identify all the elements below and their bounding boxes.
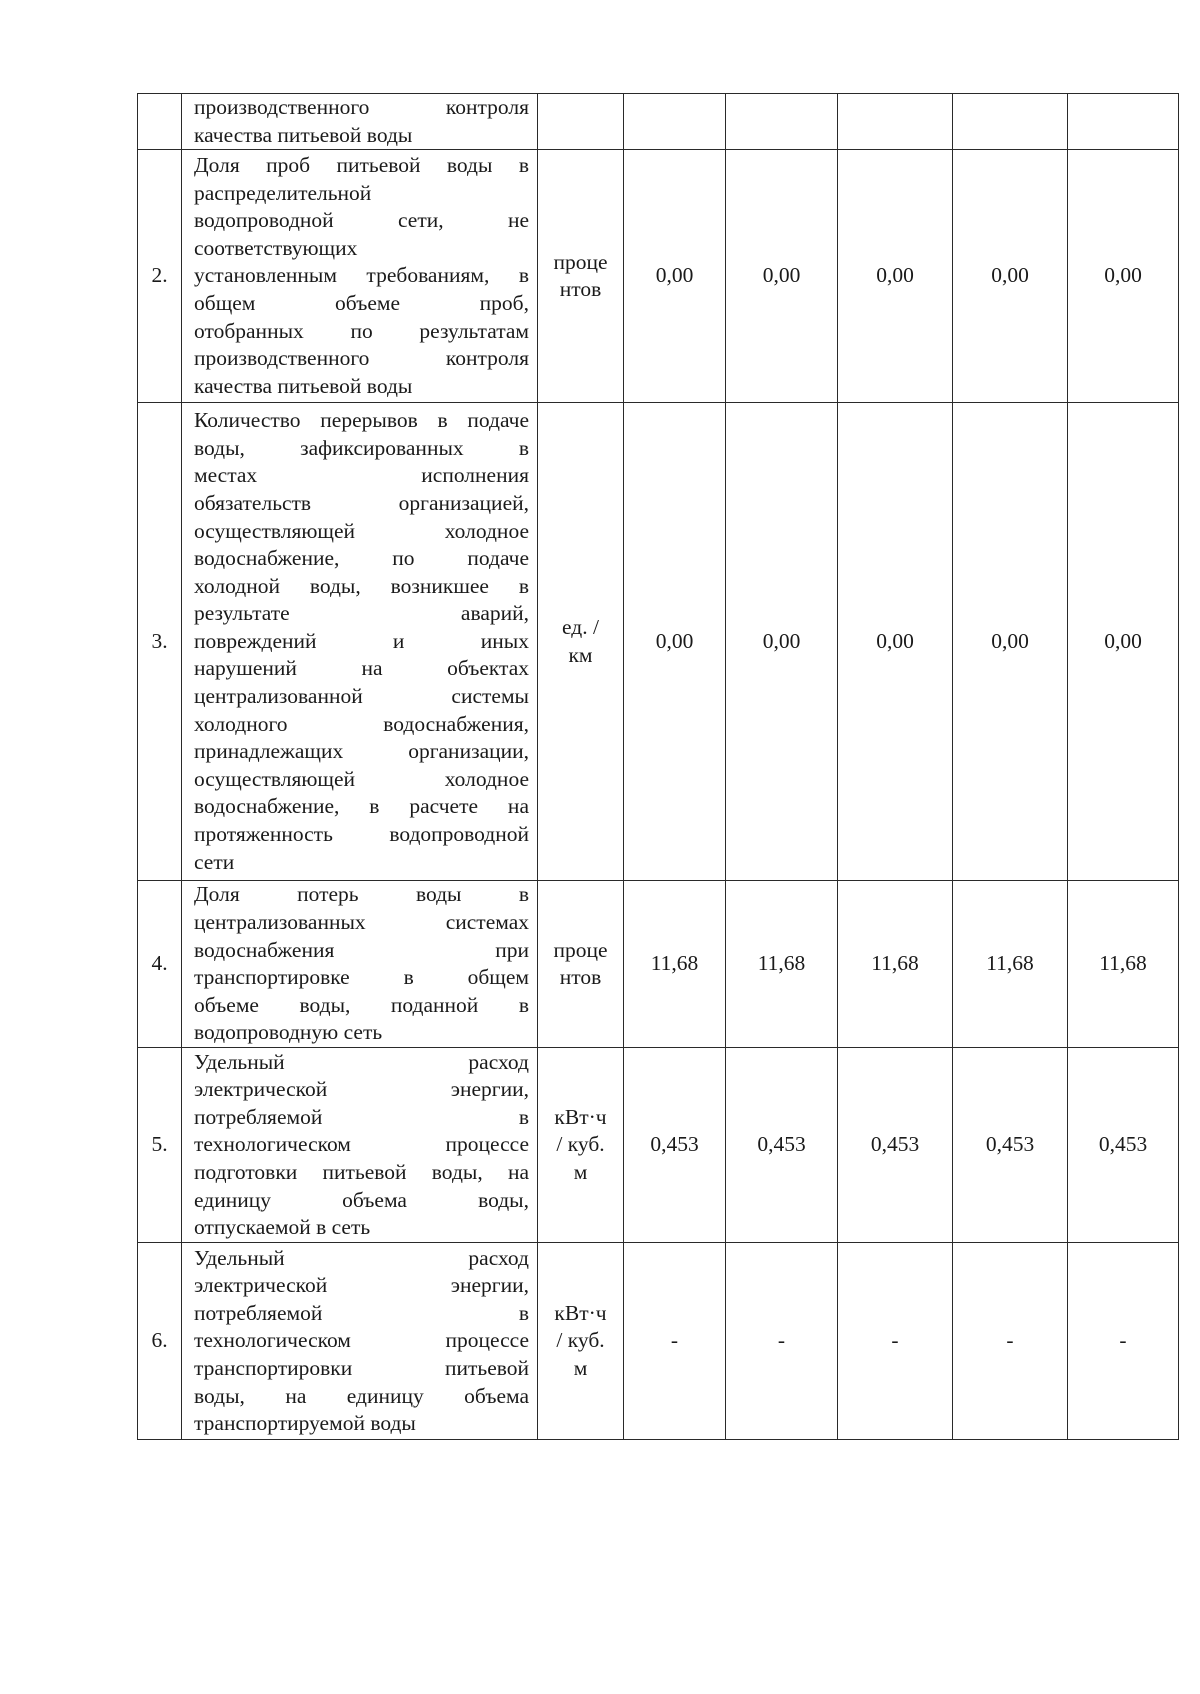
description-line: распределительной (194, 180, 372, 205)
value-cell (624, 94, 726, 150)
description-line: Количество перерывов в подаче (194, 408, 529, 433)
unit-line: нтов (559, 277, 602, 302)
table-row (138, 94, 1179, 150)
description-line: Удельный расход (194, 1245, 529, 1270)
description-line: водопроводную сеть (194, 1020, 383, 1045)
unit-of-measure (538, 94, 624, 150)
unit-of-measure (538, 1243, 624, 1440)
value-cell (1068, 94, 1179, 150)
description-line: водопроводной сети, не (194, 208, 529, 233)
unit-of-measure (538, 1048, 624, 1243)
unit-line: м (573, 1159, 588, 1184)
description-line: отпускаемой в сеть (194, 1215, 371, 1240)
description-line: Доля потерь воды в (194, 882, 529, 907)
value-cell: 0,00 (624, 403, 726, 881)
unit-of-measure (538, 403, 624, 881)
description-line: результате аварий, (194, 601, 529, 626)
value-cell: 0,00 (624, 150, 726, 403)
description-line: потребляемой в (194, 1104, 529, 1129)
unit-of-measure (538, 150, 624, 403)
row-number: 6. (138, 1243, 182, 1440)
unit-line: кВт·ч (554, 1104, 607, 1129)
value-cell: 11,68 (953, 881, 1068, 1048)
table-row (138, 403, 1179, 881)
value-cell: 11,68 (838, 881, 953, 1048)
unit-line: кВт·ч (554, 1300, 607, 1325)
indicators-table (137, 93, 1179, 1440)
description-line: транспортировки питьевой (194, 1355, 529, 1380)
indicator-description (182, 881, 538, 1048)
description-line: отобранных по результатам (194, 318, 529, 343)
description-line: Доля проб питьевой воды в (194, 153, 529, 178)
unit-line: / куб. (556, 1132, 605, 1157)
description-line: централизованных системах (194, 910, 529, 934)
description-line: Удельный расход (194, 1049, 529, 1074)
row-number: 5. (138, 1048, 182, 1243)
description-line: общем объеме проб, (194, 290, 529, 315)
description-line: установленным требованиям, в (194, 263, 529, 288)
description-line: холодной воды, возникшее в (194, 573, 529, 598)
row-number: 4. (138, 881, 182, 1048)
indicator-description (182, 403, 538, 881)
indicator-description (182, 94, 538, 150)
description-line: обязательств организацией, (194, 490, 529, 515)
description-line: воды, на единицу объема (194, 1383, 529, 1408)
unit-line: проце (553, 249, 608, 274)
description-line: производственного контроля (194, 95, 529, 119)
table-row (138, 150, 1179, 403)
unit-line: м (573, 1355, 588, 1380)
value-cell: 0,00 (726, 150, 838, 403)
description-line: холодного водоснабжения, (194, 711, 529, 736)
value-cell: 0,00 (1068, 403, 1179, 881)
description-line: повреждений и иных (194, 628, 529, 653)
value-cell: 0,00 (838, 403, 953, 881)
description-line: соответствующих (194, 235, 358, 260)
row-number (138, 94, 182, 150)
value-cell: - (726, 1243, 838, 1440)
description-line: сети (194, 849, 235, 874)
value-cell: 0,00 (953, 150, 1068, 403)
description-line: электрической энергии, (194, 1273, 529, 1298)
value-cell: 0,00 (1068, 150, 1179, 403)
description-line: нарушений на объектах (194, 656, 529, 681)
value-cell: 0,453 (624, 1048, 726, 1243)
indicator-description (182, 150, 538, 403)
description-line: качества питьевой воды (194, 122, 413, 147)
description-line: осуществляющей холодное (194, 518, 529, 543)
description-line: качества питьевой воды (194, 373, 413, 398)
value-cell: 0,453 (838, 1048, 953, 1243)
description-line: осуществляющей холодное (194, 766, 529, 791)
unit-line: нтов (559, 965, 602, 990)
value-cell: 0,453 (726, 1048, 838, 1243)
description-line: воды, зафиксированных в (194, 435, 529, 460)
value-cell (838, 94, 953, 150)
description-line: принадлежащих организации, (194, 739, 529, 764)
value-cell: 11,68 (1068, 881, 1179, 1048)
description-line: протяженность водопроводной (194, 822, 529, 847)
description-line: объеме воды, поданной в (194, 992, 529, 1017)
value-cell: 11,68 (726, 881, 838, 1048)
unit-line: проце (553, 937, 608, 962)
description-line: единицу объема воды, (194, 1187, 529, 1212)
description-line: подготовки питьевой воды, на (194, 1159, 529, 1184)
unit-line: ед. / (562, 615, 599, 640)
description-line: транспортируемой воды (194, 1411, 416, 1436)
description-line: водоснабжения при (194, 937, 529, 962)
description-line: водоснабжение, в расчете на (194, 794, 529, 819)
table-row (138, 881, 1179, 1048)
unit-of-measure (538, 881, 624, 1048)
value-cell: - (838, 1243, 953, 1440)
value-cell: 0,00 (953, 403, 1068, 881)
value-cell: 0,00 (838, 150, 953, 403)
value-cell: - (953, 1243, 1068, 1440)
value-cell: - (1068, 1243, 1179, 1440)
row-number: 3. (138, 403, 182, 881)
table-body (138, 94, 1179, 1440)
value-cell: 0,453 (1068, 1048, 1179, 1243)
description-line: производственного контроля (194, 346, 529, 371)
unit-line: / куб. (556, 1328, 605, 1353)
value-cell: 0,453 (953, 1048, 1068, 1243)
description-line: технологическом процессе (194, 1328, 529, 1353)
indicator-description (182, 1048, 538, 1243)
value-cell (953, 94, 1068, 150)
value-cell: 0,00 (726, 403, 838, 881)
value-cell: - (624, 1243, 726, 1440)
description-line: технологическом процессе (194, 1132, 529, 1157)
unit-line: км (568, 642, 593, 667)
table-row (138, 1243, 1179, 1440)
description-line: водоснабжение, по подаче (194, 546, 529, 571)
row-number: 2. (138, 150, 182, 403)
description-line: потребляемой в (194, 1300, 529, 1325)
description-line: электрической энергии, (194, 1077, 529, 1102)
table-row (138, 1048, 1179, 1243)
description-line: централизованной системы (194, 684, 529, 709)
value-cell (726, 94, 838, 150)
value-cell: 11,68 (624, 881, 726, 1048)
description-line: местах исполнения (194, 463, 529, 488)
indicator-description (182, 1243, 538, 1440)
description-line: транспортировке в общем (194, 965, 529, 990)
